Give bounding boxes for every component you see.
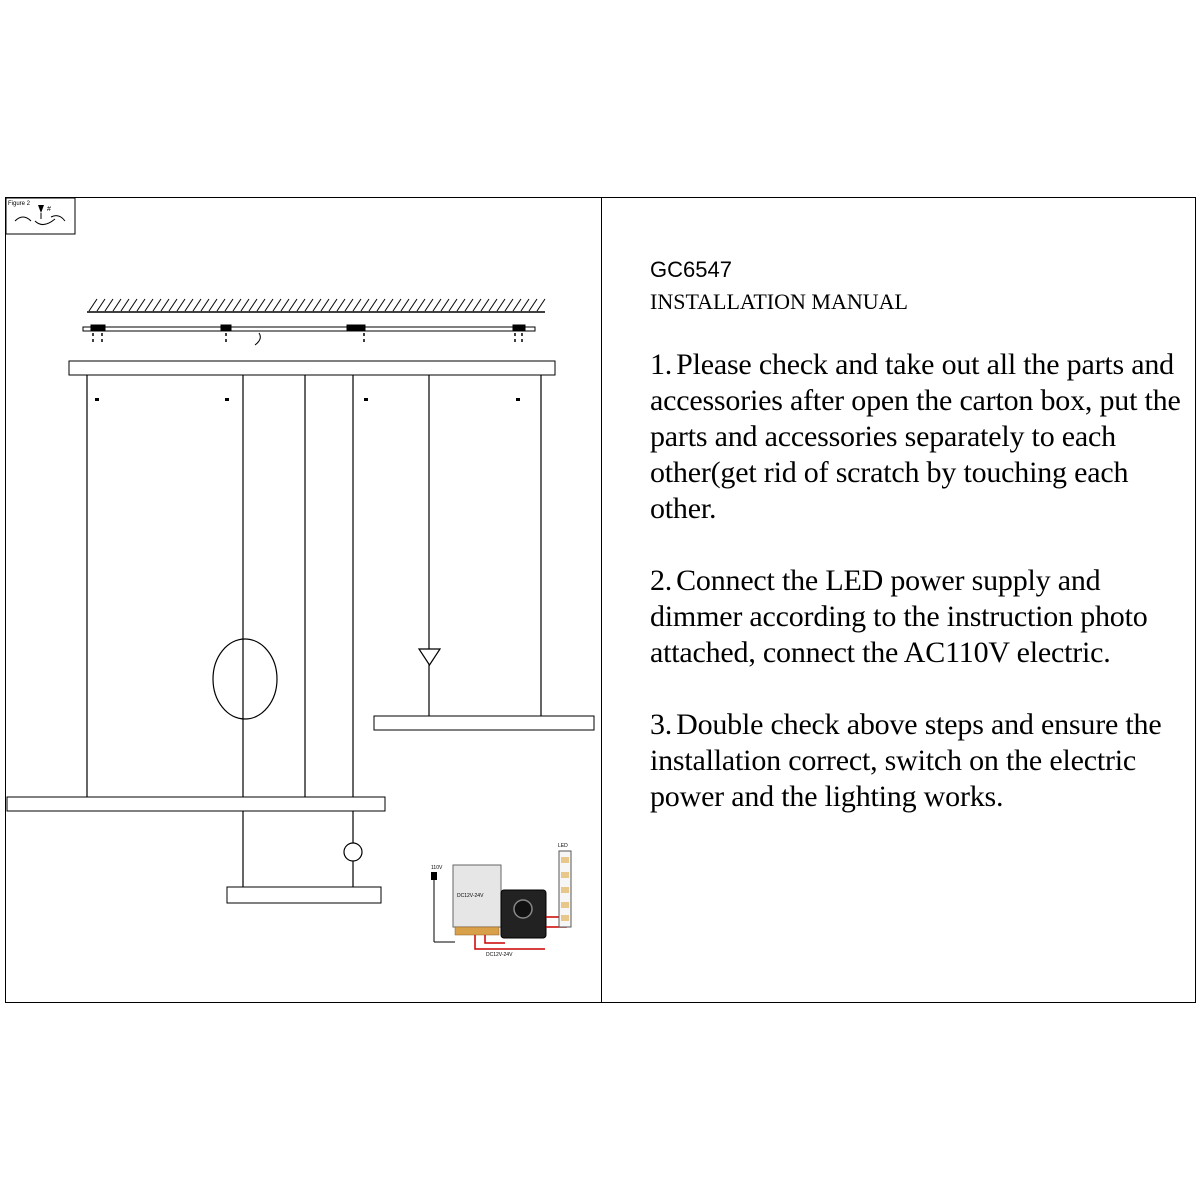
instructions-panel [602,197,1196,1003]
svg-text:#: # [47,206,51,213]
triangle-marker [419,649,440,665]
led-label: LED [558,843,568,849]
step-3-text: Double check above steps and ensure the installation correct, switch on the electric power and the lighting works. [650,708,1162,813]
step-2 [650,563,1190,671]
manual-title: INSTALLATION MANUAL [650,289,908,314]
step-1-text: Please check and take out all the parts and accessories after open the carton box, put the parts and accessories separately to each other(get rid of scratch by touching each other. [650,348,1181,525]
installation-diagram [5,197,601,1003]
right-light-bar [374,716,594,730]
wiring-diagram [431,843,571,958]
figure-label: Figure 2 [8,201,31,207]
diagram-panel [5,197,601,1003]
oval-ring [213,639,277,719]
model-number: GC6547 [650,257,732,282]
dimmer-knob-icon [514,900,532,918]
ceiling-hatch [87,299,545,312]
left-light-bar [7,797,385,811]
bottom-light-bar [227,887,381,903]
step-1-number: 1. [650,348,673,381]
power-supply-label: DC12V-24V [457,893,484,899]
canopy [69,361,555,375]
output-voltage-label: DC12V-24V [486,952,513,958]
step-1 [650,347,1190,527]
input-voltage-label: 110V [431,865,443,871]
mounting-rail [83,325,535,345]
steps-list [650,347,1190,851]
small-ring [344,843,362,861]
step-2-text: Connect the LED power supply and dimmer according to the instruction photo attached, connect the AC110V electric. [650,564,1148,669]
step-3 [650,707,1190,815]
step-3-number: 3. [650,708,673,741]
step-2-number: 2. [650,564,673,597]
figure-2-inset [6,198,75,234]
